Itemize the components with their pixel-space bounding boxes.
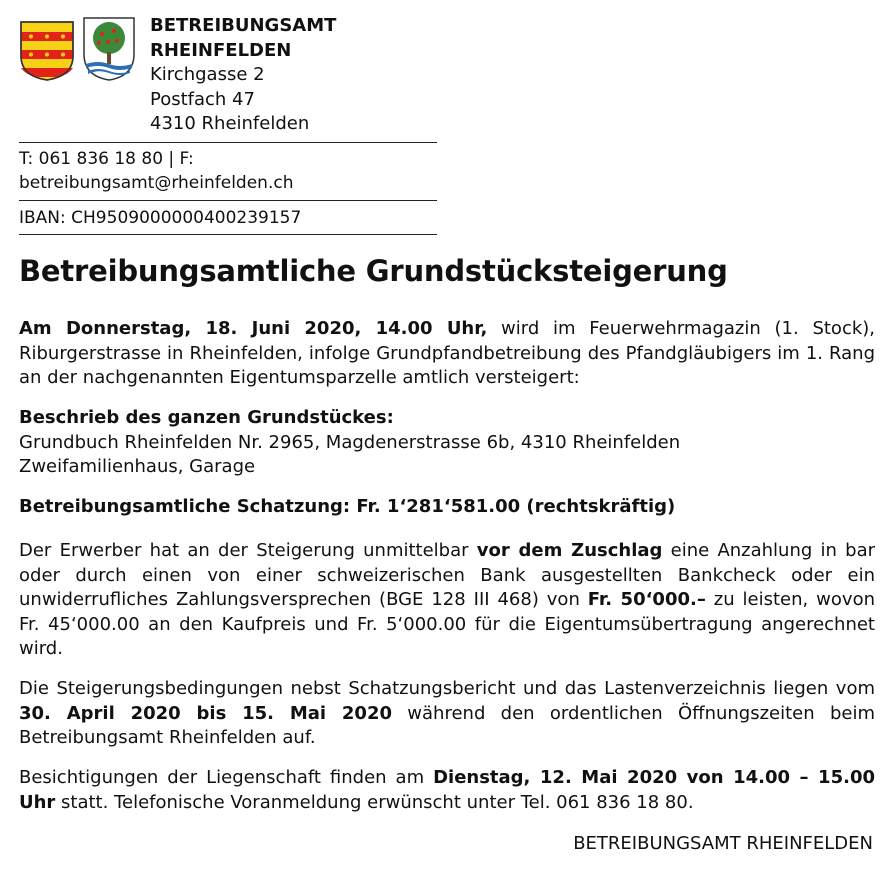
payment-bold-1: vor dem Zuschlag [476,540,663,561]
divider [19,142,437,143]
viewing-text-1: Besichtigungen der Liegenschaft finden am [19,767,434,788]
phone-line: T: 061 836 18 80 | F: [19,149,194,169]
rheinfelden-crest-icon [19,20,75,82]
page-title: Betreibungsamtliche Grundstücksteigerung [19,254,728,288]
auction-intro-text: wird im Feuerwehrmagazin (1. Stock), Riburgerstrasse in Rheinfelden, infolge Grundpfandbetreibung des Pfandgläubigers im 1. Rang an der nachgenannten Eigentumsparzelle amtlich versteigert: [19,318,876,388]
office-name-line2: RHEINFELDEN [150,39,292,61]
estimate-text: Betreibungsamtliche Schatzung: Fr. 1‘281‘581.00 (rechtskräftig) [19,496,676,517]
tree-crest-icon [82,16,136,82]
iban-line: IBAN: CH9509000000400239157 [19,208,302,228]
email-link[interactable]: betreibungsamt@rheinfelden.ch [19,173,294,193]
payment-text-1: Der Erwerber hat an der Steigerung unmittelbar [19,540,477,561]
viewing-text-2: statt. Telefonische Voranmeldung erwünscht unter Tel. 061 836 18 80. [55,791,694,813]
office-city: 4310 Rheinfelden [150,113,310,134]
office-street: Kirchgasse 2 [150,64,265,85]
divider [19,234,437,235]
payment-amount: Fr. 50‘000.– [587,589,706,610]
description-line2: Zweifamilienhaus, Garage [19,456,256,477]
signature: BETREIBUNGSAMT RHEINFELDEN [573,833,873,854]
office-address [150,14,336,137]
viewing-date: Dienstag, 12. Mai 2020 von 14.00 – 15.00 Uhr [19,767,875,813]
auction-intro-paragraph [19,317,875,391]
contact-block [19,147,293,195]
conditions-text-1: Die Steigerungsbedingungen nebst Schatzungsbericht und das Lastenverzeichnis liegen vom [19,678,875,699]
description-heading: Beschrieb des ganzen Grundstückes: [19,407,394,428]
estimate-line [19,495,875,520]
conditions-dates: 30. April 2020 bis 15. Mai 2020 [19,702,393,724]
office-name-line1: BETREIBUNGSAMT [150,15,337,36]
payment-paragraph [19,539,875,662]
payment-text-2: eine Anzahlung in bar oder durch einen von einer schweizerischen Bank ausgestellten Bankcheck oder ein unwiderrufliches Zahlungsversprechen (BGE 128 III 468) von [19,540,876,610]
divider [19,200,437,201]
auction-date: Am Donnerstag, 18. Juni 2020, 14.00 Uhr, [19,318,488,339]
office-postbox: Postfach 47 [150,88,255,110]
conditions-paragraph [19,677,875,751]
description-line1: Grundbuch Rheinfelden Nr. 2965, Magdenerstrasse 6b, 4310 Rheinfelden [19,431,681,453]
payment-text-3: zu leisten, wovon Fr. 45‘000.00 an den Kaufpreis und Fr. 5‘000.00 für die Eigentumsübertragung angerechnet wird. [19,589,875,659]
conditions-text-2: während den ordentlichen Öffnungszeiten beim Betreibungsamt Rheinfelden auf. [19,702,875,748]
viewing-paragraph [19,766,875,815]
property-description [19,406,875,480]
